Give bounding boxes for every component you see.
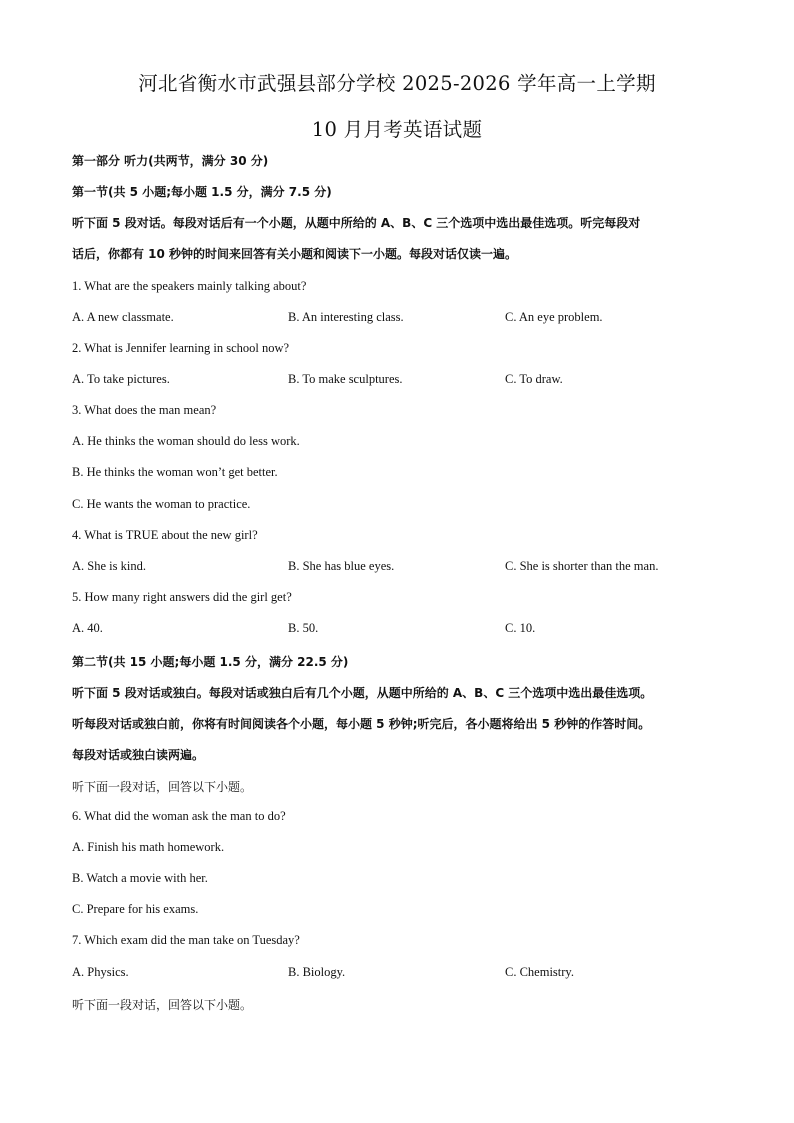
question-1-stem: 1. What are the speakers mainly talking about? <box>72 279 307 293</box>
question-6-option-b: B. Watch a movie with her. <box>72 871 208 885</box>
dialogue-intro-2: 听下面一段对话，回答以下小题。 <box>72 998 253 1012</box>
section2-instructions-3: 每段对话或独白读两遍。 <box>72 748 205 762</box>
question-7-stem: 7. Which exam did the man take on Tuesday? <box>72 933 300 947</box>
question-6-option-c: C. Prepare for his exams. <box>72 902 199 916</box>
question-5-option-b: B. 50. <box>288 621 319 635</box>
question-1-option-a: A. A new classmate. <box>72 310 174 324</box>
question-1-option-c: C. An eye problem. <box>505 310 603 324</box>
question-2-stem: 2. What is Jennifer learning in school now? <box>72 341 290 355</box>
exam-title-line2: 10 月月考英语试题 <box>311 118 483 141</box>
section2-instructions-1: 听下面 5 段对话或独白。每段对话或独白后有几个小题，从题中所给的 A、B、C 三个选项中选出最佳选项。 <box>72 686 653 700</box>
question-4-option-b: B. She has blue eyes. <box>288 559 395 573</box>
section1-heading: 第一节(共 5 小题;每小题 1.5 分，满分 7.5 分) <box>72 185 332 199</box>
question-3-option-a: A. He thinks the woman should do less work. <box>72 434 300 448</box>
question-6-stem: 6. What did the woman ask the man to do? <box>72 809 286 823</box>
question-4-option-a: A. She is kind. <box>72 559 146 573</box>
question-3-option-b: B. He thinks the woman won’t get better. <box>72 465 278 479</box>
question-6-option-a: A. Finish his math homework. <box>72 840 225 854</box>
exam-title-line1: 河北省衡水市武强县部分学校 2025-2026 学年高一上学期 <box>138 72 656 95</box>
part1-heading: 第一部分 听力(共两节，满分 30 分) <box>72 154 269 168</box>
question-2-option-a: A. To take pictures. <box>72 372 170 386</box>
question-7-option-a: A. Physics. <box>72 965 129 979</box>
section1-instructions-1: 听下面 5 段对话。每段对话后有一个小题，从题中所给的 A、B、C 三个选项中选出最佳选项。听完每段对 <box>72 216 641 230</box>
question-5-stem: 5. How many right answers did the girl get? <box>72 590 292 604</box>
question-5-option-a: A. 40. <box>72 621 103 635</box>
question-3-stem: 3. What does the man mean? <box>72 403 217 417</box>
question-4-stem: 4. What is TRUE about the new girl? <box>72 528 258 542</box>
question-3-option-c: C. He wants the woman to practice. <box>72 497 251 511</box>
question-1-option-b: B. An interesting class. <box>288 310 404 324</box>
question-7-option-c: C. Chemistry. <box>505 965 574 979</box>
question-5-option-c: C. 10. <box>505 621 536 635</box>
question-7-option-b: B. Biology. <box>288 965 346 979</box>
question-2-option-b: B. To make sculptures. <box>288 372 403 386</box>
section1-instructions-2: 话后，你都有 10 秒钟的时间来回答有关小题和阅读下一小题。每段对话仅读一遍。 <box>72 247 518 261</box>
dialogue-intro: 听下面一段对话，回答以下小题。 <box>72 780 253 794</box>
question-2-option-c: C. To draw. <box>505 372 563 386</box>
section2-instructions-2: 听每段对话或独白前，你将有时间阅读各个小题，每小题 5 秒钟;听完后，各小题将给出 5 秒钟的作答时间。 <box>72 717 651 731</box>
question-4-option-c: C. She is shorter than the man. <box>505 559 659 573</box>
section2-heading: 第二节(共 15 小题;每小题 1.5 分，满分 22.5 分) <box>72 655 349 669</box>
